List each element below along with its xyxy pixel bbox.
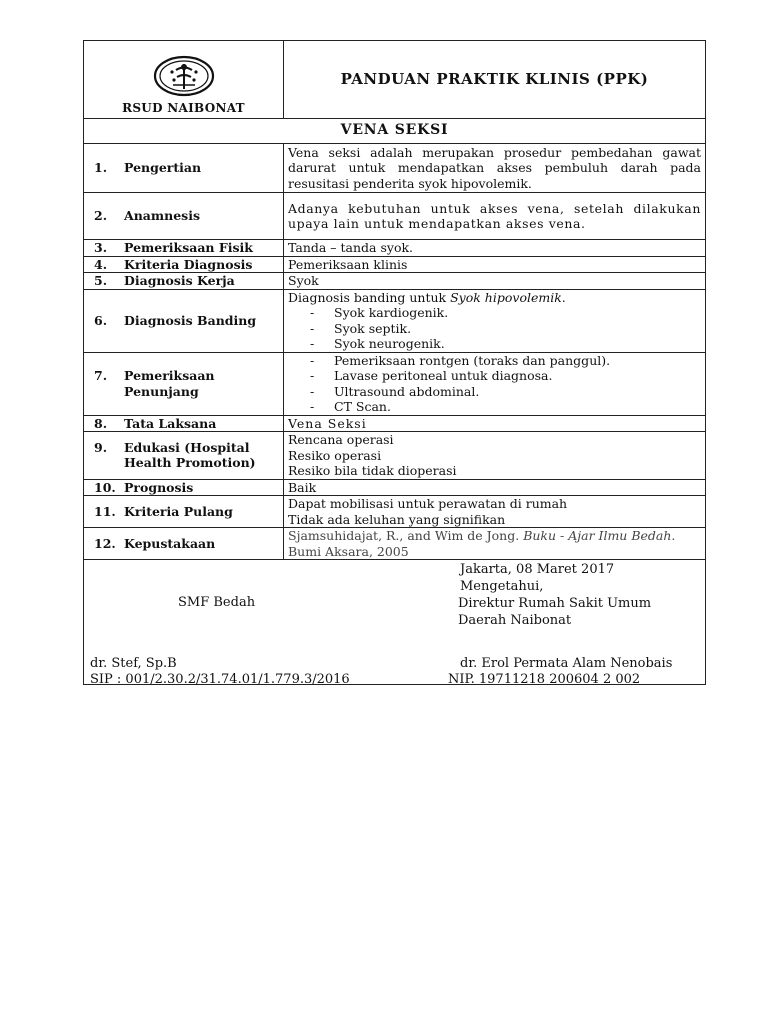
reference-text: Sjamsuhidajat, R., and Wim de Jong.: [288, 528, 524, 543]
list-item: - Lavase peritoneal untuk diagnosa.: [310, 368, 553, 383]
row-number: 4.: [94, 256, 108, 272]
intro-end: .: [561, 289, 566, 305]
org-name: RSUD NAIBONAT: [122, 100, 245, 115]
subtitle-row: [84, 119, 706, 144]
intro-italic: Syok hipovolemik: [450, 289, 562, 305]
list-item: - Ultrasound abdominal.: [310, 383, 480, 399]
ppk-document: [83, 40, 705, 685]
row-content: Syok: [284, 273, 706, 290]
hospital-emblem-icon: [88, 55, 279, 97]
row-number: 2.: [94, 208, 108, 224]
content-line: Tidak ada keluhan yang signifikan: [288, 511, 506, 527]
list-item-text: Syok kardiogenik.: [334, 305, 449, 320]
director-title-2: Daerah Naibonat: [458, 613, 572, 628]
list-item: - Pemeriksaan rontgen (toraks dan panggul).: [310, 352, 611, 368]
row-number: 3.: [94, 240, 108, 255]
row-number: 1.: [94, 160, 108, 176]
row-label: Pemeriksaan Penunjang: [124, 368, 215, 399]
row-content: Pemeriksaan klinis: [284, 256, 706, 273]
director-title-1: Direktur Rumah Sakit Umum: [458, 596, 652, 611]
signature-row: [84, 560, 706, 685]
row-pengertian: [84, 144, 706, 193]
row-label: Kriteria Pulang: [124, 503, 233, 519]
department: SMF Bedah: [178, 595, 256, 610]
row-diagnosis-kerja: [84, 273, 706, 290]
row-kepustakaan: [84, 528, 706, 560]
procedure-title: VENA SEKSI: [84, 119, 706, 144]
row-number: 6.: [94, 312, 108, 328]
signature-cell: [84, 560, 706, 685]
row-pemeriksaan-fisik: [84, 240, 706, 257]
row-content: Vena seksi adalah merupakan prosedur pembedahan gawat darurat untuk mendapatkan akses pembuluh darah pada resusitasi penderita syok hipovolemik.: [284, 144, 706, 193]
right-signatory-id: NIP. 19711218 200604 2 002: [448, 672, 641, 687]
row-content: [284, 528, 706, 560]
list-item-text: CT Scan.: [334, 399, 391, 414]
row-label: Prognosis: [124, 479, 194, 495]
row-label: Tata Laksana: [124, 415, 217, 431]
acknowledged: Mengetahui,: [460, 579, 544, 594]
row-content: Baik: [284, 479, 706, 496]
content-line: Dapat mobilisasi untuk perawatan di rumah: [288, 496, 568, 511]
row-diagnosis-banding: [84, 289, 706, 352]
logo-cell: [84, 41, 284, 119]
right-signatory-name: dr. Erol Permata Alam Nenobais: [460, 656, 673, 671]
row-label: Pengertian: [124, 160, 202, 176]
row-number: 9.: [94, 439, 108, 455]
left-signatory-name: dr. Stef, Sp.B: [90, 656, 177, 671]
list-item-text: Ultrasound abdominal.: [334, 383, 480, 399]
header-row: [84, 41, 706, 119]
row-label: Kepustakaan: [124, 535, 216, 551]
content-line: Resiko operasi: [288, 447, 382, 463]
list-item-text: Lavase peritoneal untuk diagnosa.: [334, 368, 553, 383]
list-item-text: Pemeriksaan rontgen (toraks dan panggul).: [334, 352, 611, 368]
row-number: 5.: [94, 273, 108, 288]
row-number: 10.: [94, 479, 116, 495]
list-item-text: Syok septik.: [334, 320, 412, 336]
reference-italic: Buku - Ajar Ilmu Bedah.: [523, 528, 676, 543]
row-kriteria-diagnosis: [84, 256, 706, 273]
row-content: [284, 432, 706, 480]
left-signatory-id: SIP : 001/2.30.2/31.74.01/1.779.3/2016: [90, 672, 350, 687]
content-line: Rencana operasi: [288, 432, 394, 447]
row-number: 7.: [94, 368, 108, 383]
row-kriteria-pulang: [84, 496, 706, 528]
row-label: Kriteria Diagnosis: [124, 256, 253, 272]
row-content: Vena Seksi: [284, 415, 706, 432]
ppk-table: [83, 40, 706, 685]
row-label: Pemeriksaan Fisik: [124, 240, 253, 255]
row-anamnesis: [84, 193, 706, 240]
row-label: Diagnosis Banding: [124, 312, 257, 328]
row-content: Tanda – tanda syok.: [284, 240, 706, 257]
signature-block: [84, 560, 705, 687]
document-title: PANDUAN PRAKTIK KLINIS (PPK): [284, 41, 706, 119]
reference-end: Bumi Aksara, 2005: [288, 543, 409, 559]
row-number: 11.: [94, 503, 116, 519]
row-pemeriksaan-penunjang: [84, 352, 706, 415]
list-item: - Syok neurogenik.: [310, 336, 445, 351]
differential-intro: [288, 290, 701, 306]
list-item: - Syok kardiogenik.: [310, 305, 449, 320]
row-prognosis: [84, 479, 706, 496]
row-content: [284, 496, 706, 528]
row-number: 8.: [94, 415, 108, 431]
row-number: 12.: [94, 535, 116, 551]
row-label: Anamnesis: [124, 208, 200, 224]
row-edukasi: [84, 432, 706, 480]
place-date: Jakarta, 08 Maret 2017: [460, 562, 615, 577]
list-item: - Syok septik.: [310, 320, 412, 336]
list-item-text: Syok neurogenik.: [334, 336, 445, 351]
row-content: Adanya kebutuhan untuk akses vena, setelah dilakukan upaya lain untuk mendapatkan akses vena.: [284, 193, 706, 240]
intro-text: Diagnosis banding untuk: [288, 289, 451, 305]
row-content: [284, 352, 706, 415]
row-label: Diagnosis Kerja: [124, 273, 235, 288]
list-item: - CT Scan.: [310, 399, 391, 414]
row-label: Edukasi (Hospital Health Promotion): [124, 439, 256, 471]
row-tata-laksana: [84, 415, 706, 432]
content-line: Resiko bila tidak dioperasi: [288, 463, 457, 478]
row-content: [284, 289, 706, 352]
